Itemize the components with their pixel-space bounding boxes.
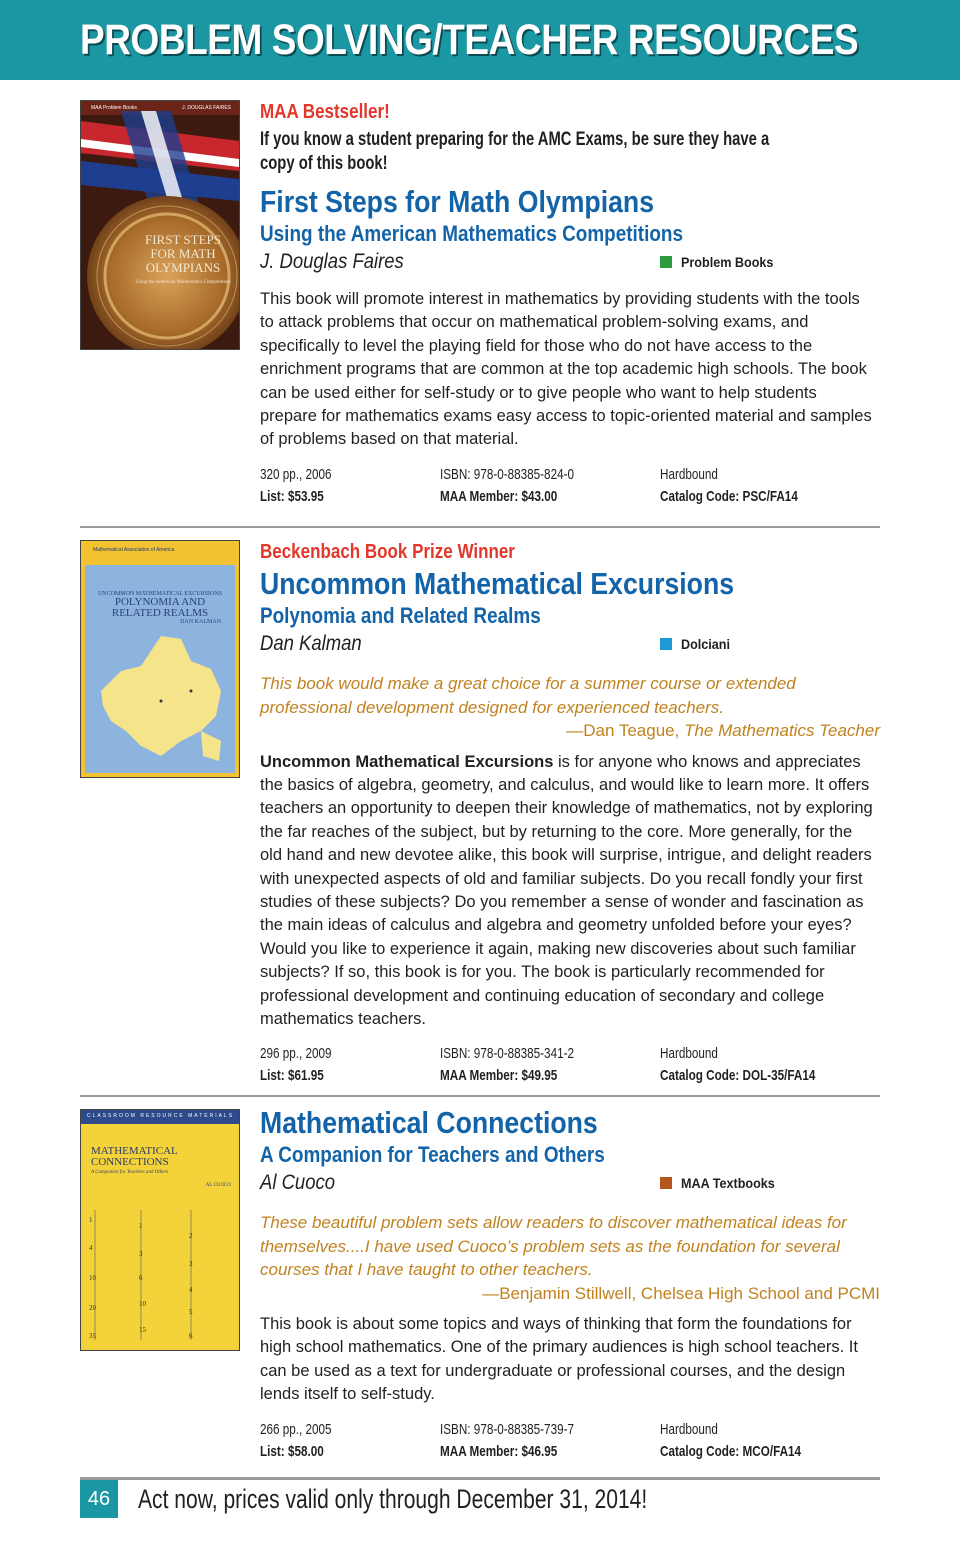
page-title: PROBLEM SOLVING/TEACHER RESOURCES	[80, 16, 859, 64]
list-price: List: $58.00	[260, 1442, 324, 1460]
meta-binding-catalog	[660, 464, 798, 508]
book-subtitle: Using the American Mathematics Competitions	[260, 221, 683, 246]
meta-pages-price	[260, 1043, 332, 1087]
cover-author-label: J. DOUGLAS FAIRES	[182, 105, 231, 111]
page-number: 46	[80, 1480, 118, 1518]
pages-year: 320 pp., 2006	[260, 465, 332, 483]
book-details-uncommon-excursions	[260, 540, 882, 1089]
meta-isbn-member	[440, 464, 574, 508]
book-description	[260, 751, 875, 1032]
meta-pages-price	[260, 464, 332, 508]
meta-binding-catalog	[660, 1043, 815, 1087]
footer-promo-text: Act now, prices valid only through December 31, 2014!	[138, 1484, 648, 1514]
binding: Hardbound	[660, 465, 718, 483]
book-author: J. Douglas Faires	[260, 250, 404, 273]
cover-author-label: AL CUOCO	[205, 1183, 231, 1188]
cover-subtitle: Using the American Mathematics Competitions	[135, 280, 231, 285]
series-label: Problem Books	[681, 254, 774, 270]
series-tag	[660, 636, 735, 652]
author-row	[260, 1169, 882, 1203]
book-meta	[260, 464, 882, 510]
section-divider	[80, 526, 880, 528]
book-description: This book is about some topics and ways of thinking that form the foundations for high school mathematics. One of the primary audiences is high school teachers. It can be used as a text for undergraduate or professional courses, and the design lends itself to self-study.	[260, 1315, 858, 1404]
catalog-code: Catalog Code: DOL-35/FA14	[660, 1067, 816, 1085]
book-author: Al Cuoco	[260, 1171, 335, 1194]
book-cover-mathematical-connections[interactable]	[80, 1109, 240, 1351]
cover-title-line: FIRST STEPS	[145, 232, 221, 247]
svg-text:2: 2	[189, 1232, 193, 1240]
pages-year: 296 pp., 2009	[260, 1045, 332, 1063]
svg-text:1: 1	[139, 1222, 143, 1230]
book-entry-uncommon-excursions	[80, 540, 880, 1085]
meta-isbn-member	[440, 1419, 574, 1463]
series-label: Dolciani	[681, 636, 731, 652]
author-row	[260, 248, 882, 282]
attribution-name: —Dan Teague,	[566, 721, 685, 740]
book-details-mathematical-connections	[260, 1105, 882, 1465]
book-subtitle: A Companion for Teachers and Others	[260, 1142, 605, 1167]
book-cover-art	[81, 101, 239, 349]
svg-text:4: 4	[89, 1244, 93, 1252]
cover-series-label: CLASSROOM RESOURCE MATERIALS	[87, 1113, 235, 1119]
series-label: MAA Textbooks	[681, 1175, 775, 1191]
svg-text:3: 3	[139, 1250, 143, 1258]
review-quote: This book would make a great choice for a summer course or extended professional development designed for experienced teachers.	[260, 674, 796, 717]
book-cover-first-steps[interactable]	[80, 100, 240, 350]
prize-label: MAA Bestseller!	[260, 101, 390, 123]
member-price: MAA Member: $46.95	[440, 1442, 558, 1460]
page-header	[0, 0, 960, 80]
svg-text:4: 4	[189, 1286, 193, 1294]
svg-text:6: 6	[139, 1274, 143, 1282]
list-price: List: $61.95	[260, 1067, 324, 1085]
book-subtitle: Polynomia and Related Realms	[260, 603, 541, 628]
book-title[interactable]: Uncommon Mathematical Excursions	[260, 566, 735, 601]
svg-text:1: 1	[89, 1216, 93, 1224]
book-meta	[260, 1043, 882, 1089]
isbn: ISBN: 978-0-88385-341-2	[440, 1045, 574, 1063]
member-price: MAA Member: $49.95	[440, 1067, 558, 1085]
svg-text:10: 10	[89, 1274, 96, 1282]
cover-title	[89, 591, 231, 625]
pages-year: 266 pp., 2005	[260, 1420, 332, 1438]
catalog-code: Catalog Code: PSC/FA14	[660, 487, 798, 505]
series-square-icon	[660, 638, 672, 650]
series-square-icon	[660, 256, 672, 268]
meta-pages-price	[260, 1419, 332, 1463]
review-quote: These beautiful problem sets allow readers to discover mathematical ideas for themselves....I have used Cuoco’s problem sets as the foundation for several courses that I have taught to other teachers.	[260, 1213, 847, 1279]
book-cover-uncommon-excursions[interactable]	[80, 540, 240, 778]
cover-title-top: UNCOMMON MATHEMATICAL EXCURSIONS	[97, 591, 223, 597]
book-author: Dan Kalman	[260, 632, 362, 655]
section-divider	[80, 1095, 880, 1097]
description-text: is for anyone who knows and appreciates the basics of algebra, geometry, and calculus, and would like to learn more. It offers teachers an opportunity to deepen their knowledge of mathematics, not by exploring the far reaches of the subject, but by returning to the core. More generally, for the old hand and new devotee alike, this book will surprise, intrigue, and delight readers with unexpected aspects of old and familiar subjects. Do you recall fondly your first studies of these subjects? Do you remember a sense of wonder and fascination as the main ideas of calculus and algebra and geometry unfolded before your eyes? Would you like to experience it again, making new discoveries about such familiar subjects? If so, this book is for you. The book is particularly recommended for professional development and continuing education of secondary and college mathematics teachers.	[260, 752, 873, 1028]
description-lead: Uncommon Mathematical Excursions	[260, 752, 554, 771]
cover-title-line: MATHEMATICAL	[91, 1145, 178, 1157]
svg-text:6: 6	[189, 1332, 193, 1340]
svg-text:10: 10	[139, 1300, 146, 1308]
cover-title-line: FOR MATH	[150, 246, 216, 261]
cover-author-label: DAN KALMAN	[180, 619, 221, 625]
cover-title-line: RELATED REALMS	[111, 607, 209, 619]
cover-title-line: OLYMPIANS	[145, 260, 221, 275]
tagline: If you know a student preparing for the AMC Exams, be sure they have a copy of this book!	[260, 129, 770, 174]
cover-title	[91, 1146, 231, 1188]
cover-title-line: POLYNOMIA AND	[114, 596, 206, 608]
member-price: MAA Member: $43.00	[440, 487, 558, 505]
book-description: This book will promote interest in mathematics by providing students with the tools to attack problems that occur on mathematical problem-solving exams, and specifically to level the playing field for those who do not have access to the enrichment programs that are common at the top academic high schools. The book can be used either for self-study or to give people who want to help students prepare for mathematics exams easy access to topic-oriented material and samples of problems based on that material.	[260, 290, 872, 449]
cover-title-line: CONNECTIONS	[91, 1156, 169, 1168]
isbn: ISBN: 978-0-88385-739-7	[440, 1420, 574, 1438]
prize-label: Beckenbach Book Prize Winner	[260, 541, 515, 563]
series-tag	[660, 1175, 785, 1191]
book-title[interactable]: Mathematical Connections	[260, 1105, 598, 1140]
series-tag	[660, 254, 784, 270]
author-row	[260, 630, 882, 664]
list-price: List: $53.95	[260, 487, 324, 505]
meta-binding-catalog	[660, 1419, 801, 1463]
book-cover-art	[81, 541, 239, 777]
svg-text:15: 15	[139, 1326, 146, 1334]
meta-isbn-member	[440, 1043, 574, 1087]
binding: Hardbound	[660, 1045, 718, 1063]
svg-text:5: 5	[189, 1308, 193, 1316]
book-entry-first-steps	[80, 100, 880, 510]
cover-title	[133, 233, 233, 286]
review-attribution: —Benjamin Stillwell, Chelsea High School and PCMI	[482, 1283, 880, 1303]
review-attribution	[260, 719, 880, 743]
book-title[interactable]: First Steps for Math Olympians	[260, 184, 655, 219]
book-details-first-steps	[260, 100, 882, 510]
cover-subtitle: A Companion for Teachers and Others	[91, 1170, 169, 1175]
binding: Hardbound	[660, 1420, 718, 1438]
book-meta	[260, 1419, 882, 1465]
isbn: ISBN: 978-0-88385-824-0	[440, 465, 574, 483]
attribution-source: The Mathematics Teacher	[684, 721, 880, 740]
catalog-code: Catalog Code: MCO/FA14	[660, 1442, 802, 1460]
book-entry-mathematical-connections	[80, 1105, 880, 1475]
svg-text:20: 20	[89, 1304, 96, 1312]
series-square-icon	[660, 1177, 672, 1189]
svg-text:3: 3	[189, 1260, 193, 1268]
cover-series-label: Mathematical Association of America	[93, 547, 175, 553]
svg-text:35: 35	[89, 1332, 96, 1340]
cover-series-label: MAA Problem Books	[91, 105, 137, 111]
